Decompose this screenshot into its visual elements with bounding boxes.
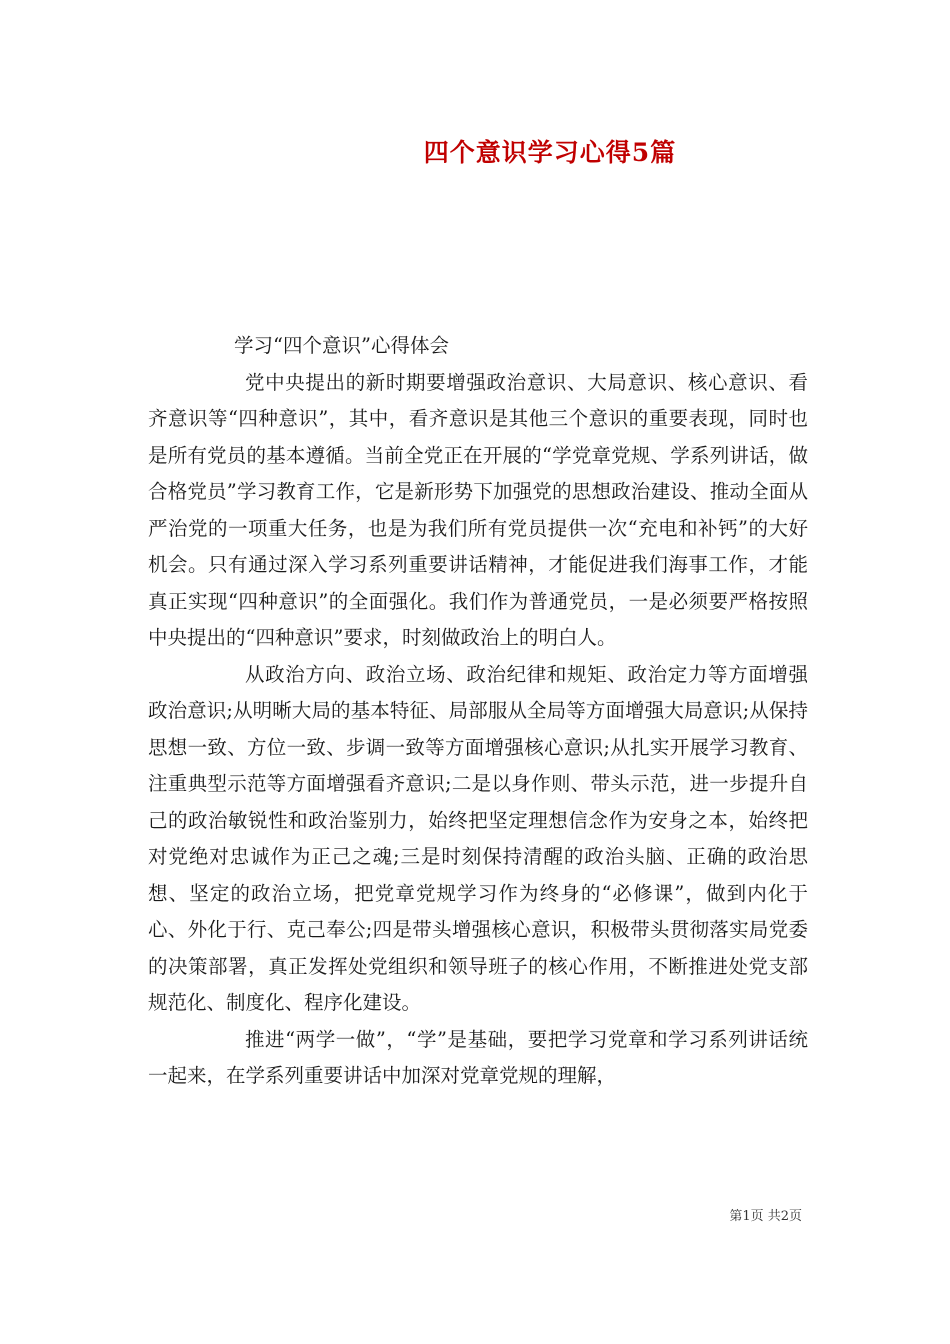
paragraph-1: 党中央提出的新时期要增强政治意识、大局意识、核心意识、看齐意识等“四种意识”，其中，看齐意识是其他三个意识的重要表现，同时也是所有党员的基本遵循。当前全党正在开展的“学党章党规、学系列讲话，做合格党员”学习教育工作，它是新形势下加强党的思想政治建设、推动全面从严治党的一项重大任务，也是为我们所有党员提供一次“充电和补钙”的大好机会。只有通过深入学习系列重要讲话精神，才能促进我们海事工作，才能真正实现“四种意识”的全面强化。我们作为普通党员，一是必须要严格按照中央提出的“四种意识”要求，时刻做政治上的明白人。 [148, 370, 808, 649]
paragraph-3: 推进“两学一做”，“学”是基础，要把学习党章和学习系列讲话统一起来，在学系列重要讲话中加深对党章党规的理解， [148, 1027, 808, 1087]
document-body [148, 328, 808, 1095]
page-number-footer: 第1页 共2页 [729, 1209, 802, 1224]
paragraph-2: 从政治方向、政治立场、政治纪律和规矩、政治定力等方面增强政治意识;从明晰大局的基本特征、局部服从全局等方面增强大局意识;从保持思想一致、方位一致、步调一致等方面增强核心意识;从扎实开展学习教育、注重典型示范等方面增强看齐意识;二是以身作则、带头示范，进一步提升自己的政治敏锐性和政治鉴别力，始终把坚定理想信念作为安身之本，始终把对党绝对忠诚作为正己之魂;三是时刻保持清醒的政治头脑、正确的政治思想、坚定的政治立场，把党章党规学习作为终身的“必修课”，做到内化于心、外化于行、克己奉公;四是带头增强核心意识，积极带头贯彻落实局党委的决策部署，真正发挥处党组织和领导班子的核心作用，不断推进处党支部规范化、制度化、程序化建设。 [148, 662, 808, 1014]
document-title: 四个意识学习心得5篇 [423, 138, 677, 167]
document-subtitle: 学习“四个意识”心得体会 [234, 334, 449, 357]
